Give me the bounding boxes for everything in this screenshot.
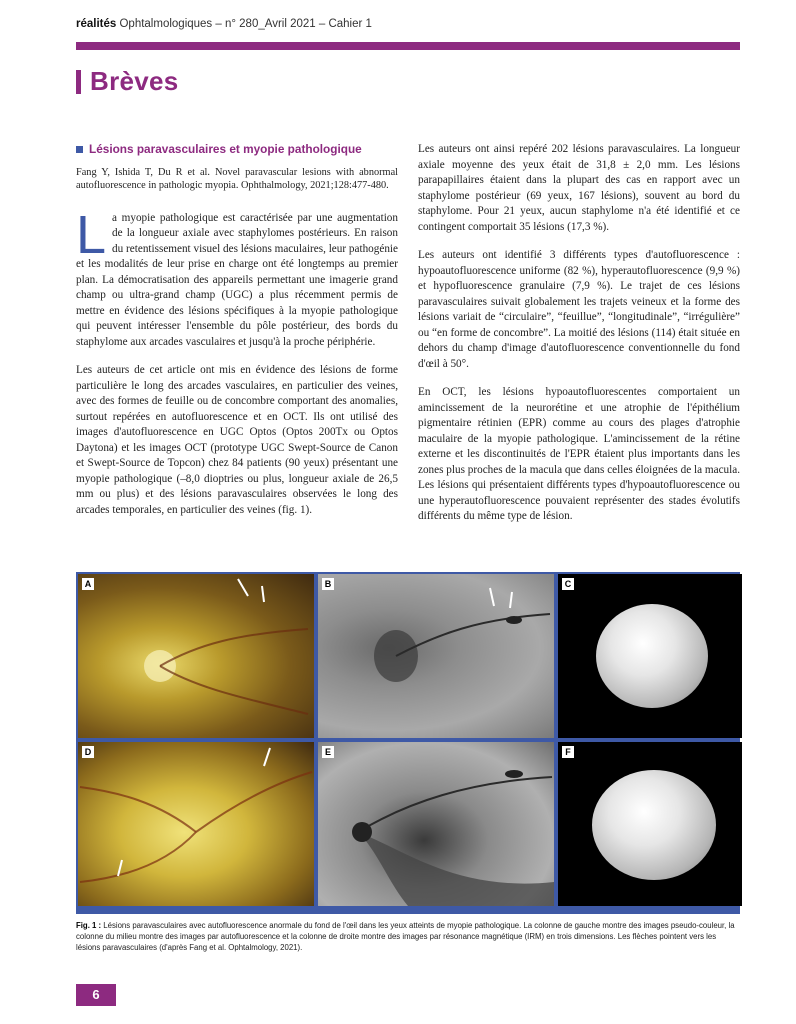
article-title <box>76 142 398 158</box>
article-title-text: Lésions paravasculaires et myopie pathologique <box>89 142 362 156</box>
body-paragraph: Les auteurs ont identifié 3 différents types d'autofluorescence : hypoautofluorescence uniforme (82 %), hyperautofluorescence (9,9 %) et hypofluorescence granulaire (7,9 %). Le trajet de ces lésions paravasculaires suivait globalement les trajets veineux et la forme des lésions variait de “circulaire”, “feuillue”, “longitudinale”, “irrégulière” ou “en forme de concombre”. La moitié des lésions (114) était située en dehors du champ d'image d'autofluorescence conventionnelle du fond d'œil à 50°. <box>418 249 740 370</box>
panel-e-autofluorescence-image <box>318 742 554 906</box>
lead-paragraph <box>76 204 398 351</box>
panel-label: C <box>562 578 574 590</box>
panel-c-mri-3d-image <box>558 574 742 738</box>
lead-paragraph-text: a myopie pathologique est caractérisée par une augmentation de la longueur axiale avec staphylomes postérieurs. En raison du retentissement visuel des lésions maculaires, leur pathogénie et les modalités de leur prise en charge ont été longtemps au premier plan. La démocratisation des appareils permettant une imagerie grand champ ou ultra-grand champ (UGC) a plus récemment permis de mettre en évidence des lésions spécifiques à la myopie pathologique qui peuvent intéresser l'ensemble du pôle postérieur, des bords du staphylome aux arcades vasculaires et jusqu'à la proche périphérie. <box>76 211 398 348</box>
figure-1 <box>76 572 740 914</box>
section-bar <box>76 70 81 94</box>
panel-label: A <box>82 578 94 590</box>
page-number: 6 <box>76 984 116 1006</box>
panel-label: F <box>562 746 574 758</box>
autofluorescence-vessels <box>318 742 554 906</box>
fundus-vessels <box>78 574 314 738</box>
panel-f-mri-3d-image <box>558 742 742 906</box>
section-heading <box>76 66 179 97</box>
panel-label: D <box>82 746 94 758</box>
autofluorescence-vessels <box>318 574 554 738</box>
drop-cap: L <box>76 204 107 265</box>
panel-label: E <box>322 746 334 758</box>
caption-label: Fig. 1 : <box>76 921 102 930</box>
panel-label: B <box>322 578 334 590</box>
left-column <box>76 142 398 531</box>
panel-a-pseudocolor-image <box>78 574 314 738</box>
right-column <box>418 142 740 538</box>
top-rule <box>76 42 740 50</box>
panel-b-autofluorescence-image <box>318 574 554 738</box>
article-reference: Fang Y, Ishida T, Du R et al. Novel paravascular lesions with abnormal autofluorescence in pathologic myopia. Ophthalmology, 2021;128:477-480. <box>76 166 398 191</box>
fundus-vessels <box>78 742 314 906</box>
caption-text: Lésions paravasculaires avec autofluorescence anormale du fond de l'œil dans les yeux atteints de myopie pathologique. La colonne de gauche montre des images pseudo-couleur, la colonne du milieu montre des images par autofluorescence et la colonne de droite montre des images par résonance magnétique (IRM) en trois dimensions. Les flèches pointent vers les lésions paravasculaires (d'après Fang et al. Ophtalmology, 2021). <box>76 921 735 952</box>
panel-d-pseudocolor-image <box>78 742 314 906</box>
running-head <box>76 18 372 30</box>
journal-brand: réalités <box>76 18 117 30</box>
section-title: Brèves <box>90 66 179 96</box>
body-paragraph: Les auteurs de cet article ont mis en évidence des lésions de forme particulière le long des arcades vasculaires, en particulier des veines, avec des formes de feuille ou de concombre comportant des anomalies, surtout repérées en autofluorescence et en OCT. Ils ont utilisé des images d'autofluorescence en UGC Optos (Optos 200Tx ou Optos Daytona) et les images OCT (prototype UGC Swept-Source de Canon et Swept-Source de Topcon) chez 84 patients (90 yeux) présentant une myopie pathologique (–8,0 dioptries ou plus, longueur axiale de 26,5 mm ou plus) et des lésions paravasculaires observées le long des arcades temporales, en particulier des veines (fig. 1). <box>76 364 398 516</box>
square-bullet-icon <box>76 146 83 153</box>
journal-issue: Ophtalmologiques – n° 280_Avril 2021 – Cahier 1 <box>119 18 372 30</box>
body-paragraph: En OCT, les lésions hypoautofluorescentes comportaient un amincissement de la neurorétine et une atrophie de l'épithélium pigmentaire rétinien (EPR) comme au cours des plages d'atrophie maculaire de la myopie pathologique. L'amincissement de la rétine externe et les discontinuités de l'EPR étaient plus importants dans les zones plus proches de la macula que dans celles éloignées de la macula. Les lésions qui présentaient différents types d'hypoautofluorescence ou une hyperautofluorescence pouvaient représenter des stades évolutifs différents du même type de lésion. <box>418 386 740 522</box>
eye-globe-3d <box>596 604 708 708</box>
figure-caption <box>76 920 740 953</box>
eye-globe-3d <box>592 770 716 880</box>
body-paragraph: Les auteurs ont ainsi repéré 202 lésions paravasculaires. La longueur axiale moyenne des yeux était de 31,8 ± 2,0 mm. Les lésions parapapillaires étaient dans la plupart des cas en rapport avec un staphylome postérieur (69 yeux, 167 lésions), souvent au bord du staphylome. Pour 21 yeux, aucun staphylome n'a été identifié et ce contingent comportait 35 lésions (17,3 %). <box>418 143 740 233</box>
